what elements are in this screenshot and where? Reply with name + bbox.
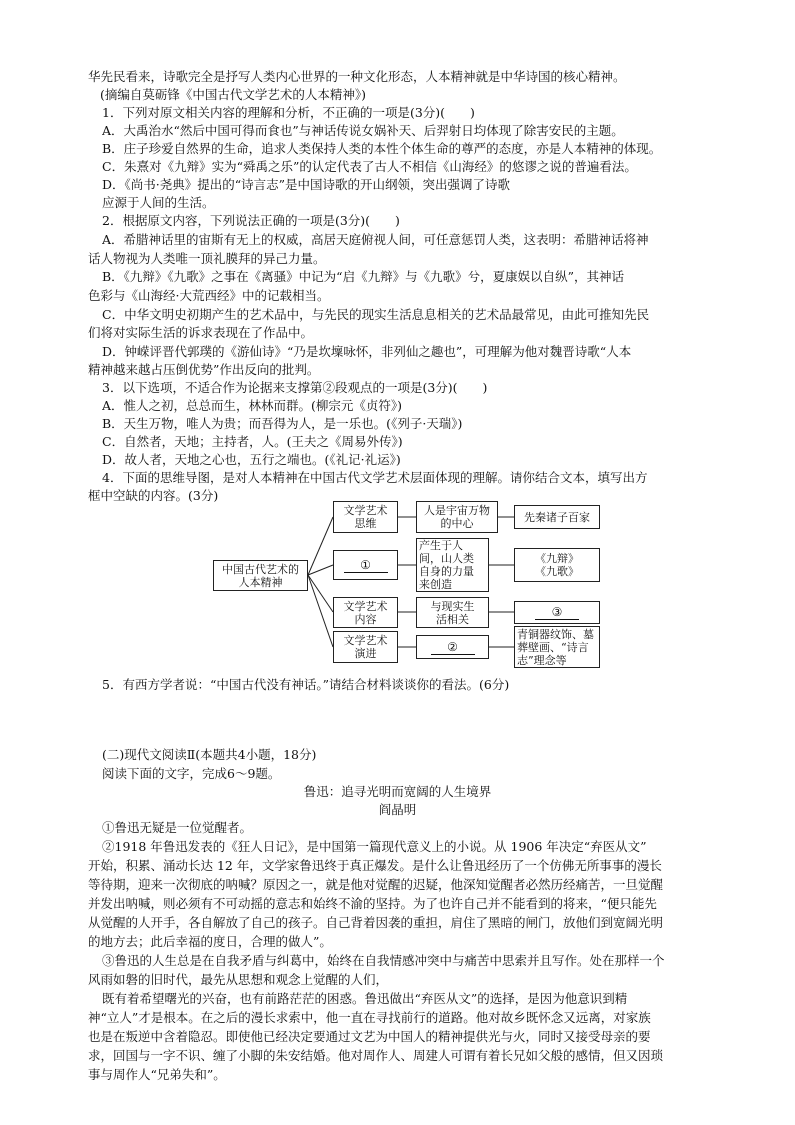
paragraph-2-cont: 开始，积累、涌动长达 12 年，文学家鲁迅终于真正爆发。是什么让鲁迅经历了一个仿佛无所事事的漫长 (88, 858, 662, 873)
mindmap-branch-thinking: 文学艺术思维 (333, 501, 398, 533)
article-title: 鲁迅：追寻光明而宽阔的人生境界 (303, 784, 492, 799)
paragraph-2-cont: 从觉醒的人开手，各自解放了自己的孩子。自己背着因袭的重担，肩住了黑暗的闸门，放他们到宽阔光明 (88, 915, 664, 930)
option-a: A．希腊神话里的宙斯有无上的权威，高居天庭俯视人间，可任意惩罚人类，这表明：希腊神话将神 (102, 232, 649, 247)
option-c: C．朱熹对《九辩》实为“舜禹之乐”的认定代表了古人不相信《山海经》的悠谬之说的普遍看法。 (102, 159, 637, 174)
paragraph-2-cont: 的地方去；此后幸福的度日，合理的做人”。 (88, 934, 332, 949)
source-citation: (摘编自莫砺锋《中国古代文学艺术的人本精神》) (100, 87, 367, 102)
mindmap-jiubian-jiuge: 《九辩》 《九歌》 (514, 548, 600, 582)
option-b: B．庄子珍爱自然界的生命，追求人类保持人类的本性个体生命的尊严的态度，亦是人本精神的体现。 (102, 141, 662, 156)
mindmap-blank-3: ③ (514, 601, 600, 624)
mindmap-pre-qin-schools: 先秦诸子百家 (514, 505, 600, 529)
option-c-cont: 们将对实际生活的诉求表现在了作品中。 (88, 325, 314, 340)
mindmap-human-creation: 产生于人间，山人类自身的力量来创造 (416, 538, 489, 592)
option-d: D．《尚书·尧典》提出的“诗言志”是中国诗歌的开山纲领，突出强调了诗歌 (102, 177, 511, 192)
mindmap-branch-evolution: 文学艺术演进 (333, 631, 398, 663)
paragraph-3-cont: 神“立人”才是根本。在之后的漫长求索中，他一直在寻找前行的道路。他对故乡既怀念又远离，对家族 (88, 1010, 651, 1025)
section-instruction: 阅读下面的文字，完成6～9题。 (102, 766, 281, 781)
question-3: 3．以下选项，不适合作为论据来支撑第②段观点的一项是(3分)( ) (102, 380, 488, 395)
option-a-cont: 话人物视为人类唯一顶礼膜拜的异己力量。 (88, 251, 326, 266)
question-2: 2．根据原文内容，下列说法正确的一项是(3分)( ) (102, 213, 400, 228)
mindmap-human-center: 人是宇宙万物的中心 (416, 501, 498, 533)
question-4-cont: 框中空缺的内容。(3分) (88, 488, 219, 503)
question-4: 4．下面的思维导图，是对人本精神在中国古代文学艺术层面体现的理解。请你结合文本，填写出方 (102, 470, 648, 485)
option-b: B．天生万物，唯人为贵；而吾得为人，是一乐也。(《列子·天瑞》) (102, 416, 463, 431)
paragraph-2: ②1918 年鲁迅发表的《狂人日记》，是中国第一篇现代意义上的小说。从 1906 年决定“弃医从文” (102, 839, 647, 854)
mindmap-bronze-murals: 青铜器纹饰、墓葬壁画、“诗言志”理念等 (514, 626, 600, 668)
paragraph-line: 华先民看来，诗歌完全是抒写人类内心世界的一种文化形态，人本精神就是中华诗国的核心精神。 (88, 69, 626, 84)
paragraph-2-cont: 并发出呐喊，则必须有不可动摇的意志和始终不渝的坚持。为了也许自己并不能看到的将来，“便只能先 (88, 896, 657, 911)
option-c: C．自然者，天地；主持者，人。(王夫之《周易外传》) (102, 434, 403, 449)
option-c: C．中华文明史初期产生的艺术品中，与先民的现实生活息息相关的艺术品最常见，由此可推知先民 (102, 307, 650, 322)
section-heading: (二)现代文阅读Ⅱ(本题共4小题，18分) (102, 747, 317, 762)
question-1: 1．下列对原文相关内容的理解和分析，不正确的一项是(3分)( ) (102, 105, 475, 120)
mindmap-real-life: 与现实生活相关 (416, 597, 489, 628)
question-5: 5．有西方学者说：“中国古代没有神话。”请结合材料谈谈你的看法。(6分) (102, 677, 510, 692)
option-d: D．钟嵘评晋代郭璞的《游仙诗》“乃是坎壈咏怀，非列仙之趣也”，可理解为他对魏晋诗歌“人本 (102, 344, 632, 359)
paragraph-3-cont: 既有着希望曙光的兴奋，也有前路茫茫的困惑。鲁迅做出“弃医从文”的选择，是因为他意识到精 (102, 991, 628, 1006)
option-d: D．故人者，天地之心也，五行之端也。(《礼记·礼运》) (102, 452, 401, 467)
paragraph-2-cont: 等待期，迎来一次彻底的呐喊？原因之一，就是他对觉醒的迟疑，他深知觉醒者必然历经痛苦，一旦觉醒 (88, 877, 664, 892)
article-author: 阎晶明 (378, 802, 417, 817)
paragraph-3-cont: 也是在叛逆中含着隐忍。即使他已经决定要通过文艺为中国人的精神提供光与火，同时又接受母亲的要 (88, 1029, 651, 1044)
paragraph-3-cont: 风雨如磐的旧时代，最先从思想和观念上觉醒的人们， (88, 972, 389, 987)
mindmap-blank-1: ① (333, 550, 398, 580)
option-d-cont: 精神越来越占压倒优势”作出反向的批判。 (88, 362, 320, 377)
mindmap-branch-content: 文学艺术内容 (333, 597, 398, 628)
paragraph-3-cont: 事与周作人“兄弟失和”。 (88, 1067, 226, 1082)
paragraph-3-cont: 求，回国与一字不识、缠了小脚的朱安结婚。他对周作人、周建人可谓有着长兄如父般的感情，但又因琐 (88, 1048, 664, 1063)
option-a: A．惟人之初，总总而生，林林而群。(柳宗元《贞符》) (102, 398, 403, 413)
option-b: B．《九辩》《九歌》之事在《离骚》中记为“启《九辩》与《九歌》兮，夏康娱以自纵”，其神话 (102, 269, 624, 284)
paragraph-3: ③鲁迅的人生总是在自我矛盾与纠葛中，始终在自我情感冲突中与痛苦中思索并且写作。处在那样一个 (102, 953, 665, 968)
option-a: A．大禹治水“然后中国可得而食也”与神话传说女娲补天、后羿射日均体现了除害安民的主题。 (102, 123, 624, 138)
option-b-cont: 色彩与《山海经·大荒西经》中的记载相当。 (88, 288, 330, 303)
option-d-cont: 应源于人间的生活。 (102, 195, 215, 210)
mindmap-root: 中国古代艺术的人本精神 (213, 560, 308, 591)
mindmap-blank-2: ② (416, 635, 489, 659)
paragraph-1: ①鲁迅无疑是一位觉醒者。 (102, 820, 253, 835)
